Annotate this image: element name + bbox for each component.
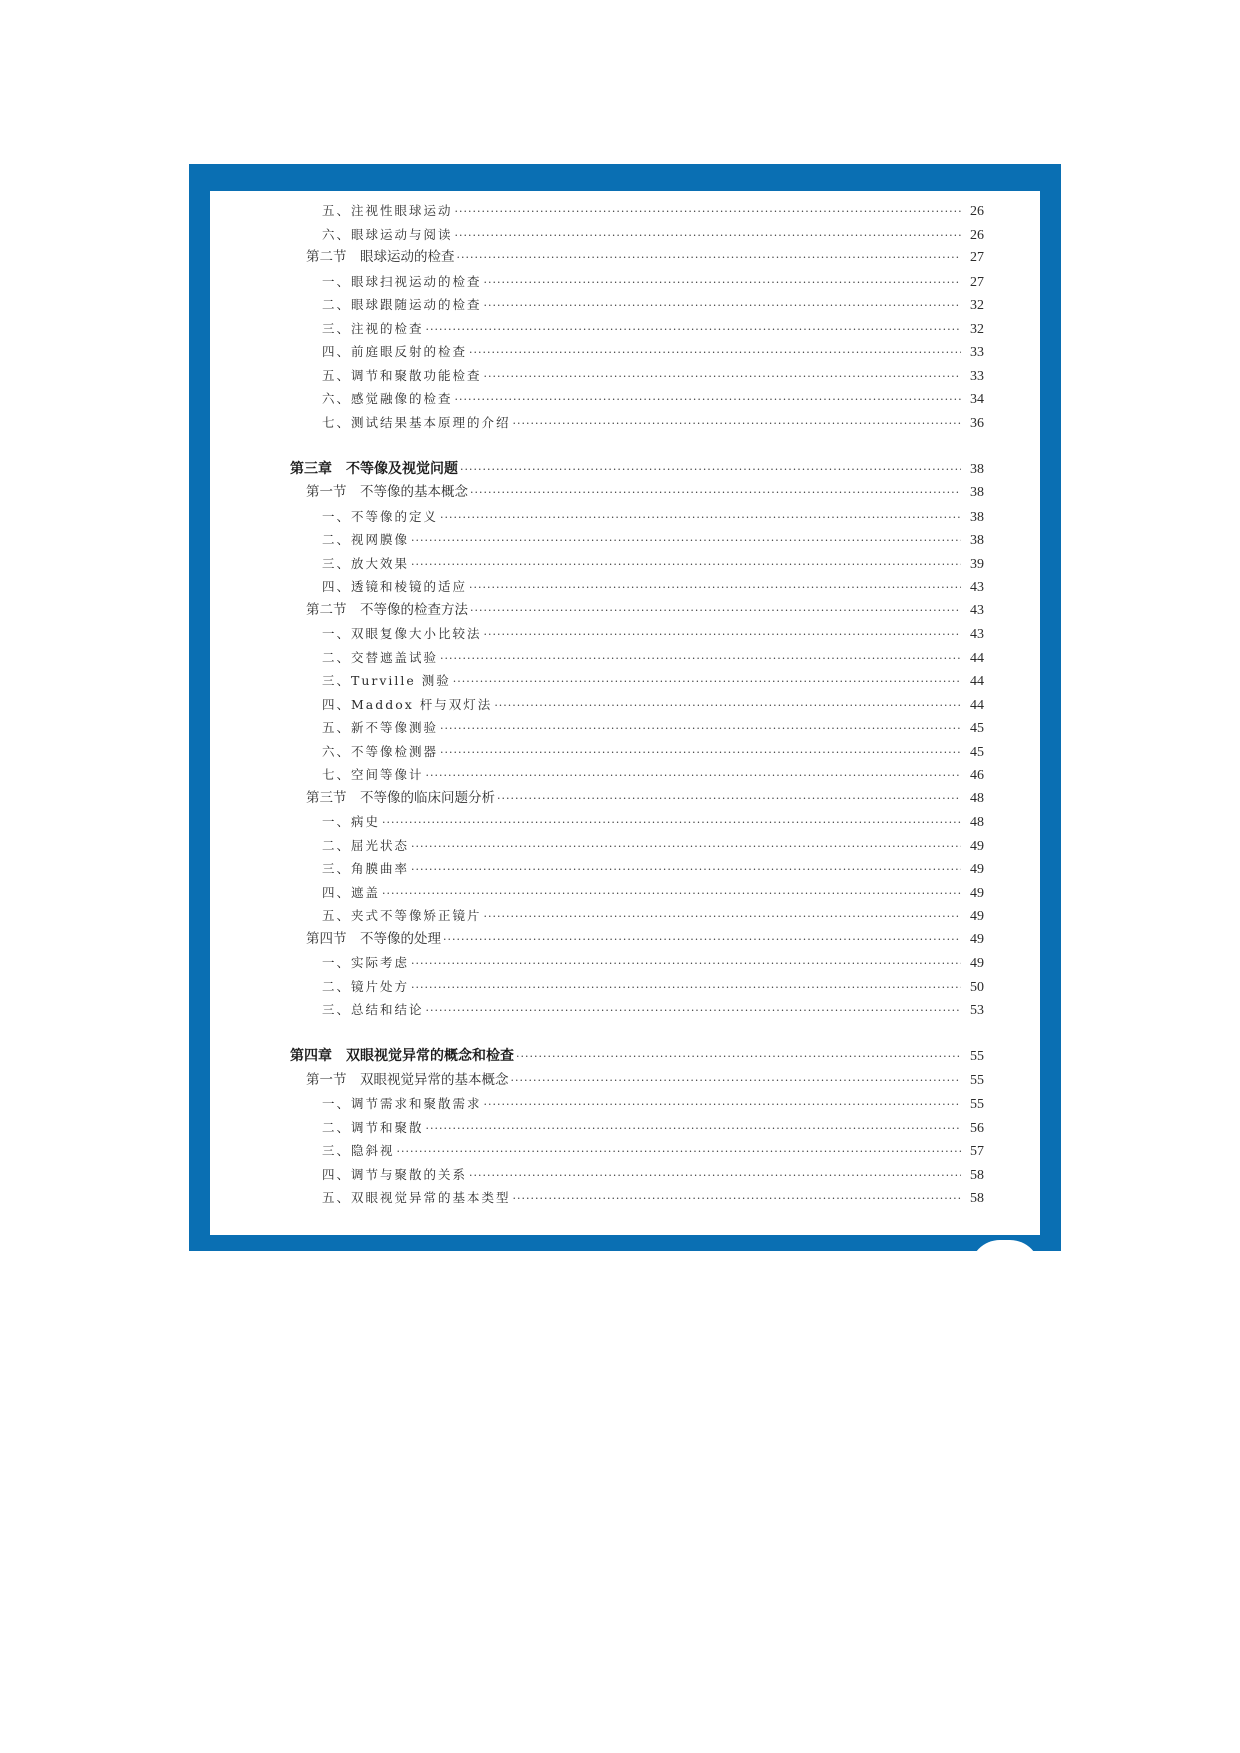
toc-entry-item — [210, 223, 1040, 247]
toc-entry-item — [210, 669, 1040, 693]
toc-entry-title: 三、Turville 测验 — [322, 673, 451, 688]
toc-entry-title: 一、双眼复像大小比较法 — [322, 626, 482, 641]
toc-leader-dots — [494, 694, 961, 718]
toc-entry-page: 48 — [970, 815, 984, 830]
toc-entry-title: 七、测试结果基本原理的介绍 — [322, 414, 511, 430]
toc-entry-title: 第一节 不等像的基本概念 — [306, 484, 468, 500]
toc-entry-page: 26 — [970, 204, 984, 219]
toc-leader-dots — [440, 741, 961, 765]
toc-leader-dots — [426, 318, 961, 342]
toc-leader-dots — [411, 835, 961, 859]
toc-entry-title: 第二节 眼球运动的检查 — [306, 249, 455, 265]
toc-entry-title: 三、注视的检查 — [322, 320, 424, 336]
toc-entry-item — [210, 340, 1040, 364]
toc-entry-title: 四、透镜和棱镜的适应 — [322, 579, 468, 594]
toc-entry-page: 45 — [970, 721, 984, 736]
toc-entry-page: 34 — [970, 392, 984, 407]
toc-entry-title: 二、调节和聚散 — [322, 1119, 424, 1135]
toc-entry-title: 四、调节与聚散的关系 — [322, 1166, 468, 1182]
toc-entry-item — [210, 1116, 1040, 1140]
toc-entry-item — [210, 975, 1040, 999]
toc-entry-section — [210, 787, 1040, 811]
toc-entry-title: 第一节 双眼视觉异常的基本概念 — [306, 1071, 509, 1088]
toc-leader-dots — [426, 764, 961, 788]
toc-entry-title: 六、感觉融像的检查 — [322, 391, 453, 406]
toc-entry-item — [210, 317, 1040, 341]
toc-leader-dots — [411, 553, 961, 577]
toc-entry-page: 38 — [970, 533, 984, 548]
toc-leader-dots — [426, 999, 961, 1023]
toc-leader-dots — [455, 224, 961, 248]
toc-entry-item — [210, 998, 1040, 1022]
toc-entry-page: 48 — [970, 790, 984, 806]
toc-entry-item — [210, 951, 1040, 975]
toc-entry-page: 49 — [970, 956, 984, 971]
toc-entry-page: 32 — [970, 321, 984, 337]
toc-entry-item — [210, 881, 1040, 905]
toc-page — [210, 191, 1040, 1235]
toc-entry-title: 五、夹式不等像矫正镜片 — [322, 908, 482, 923]
toc-entry-item — [210, 505, 1040, 529]
toc-leader-dots — [411, 952, 961, 976]
toc-entry-title: 第四章 双眼视觉异常的概念和检查 — [290, 1048, 514, 1064]
toc-entry-title: 三、总结和结论 — [322, 1002, 424, 1017]
toc-entry-page: 38 — [970, 461, 984, 477]
toc-leader-dots — [470, 599, 961, 623]
toc-entry-section — [210, 928, 1040, 952]
toc-entry-page: 33 — [970, 368, 984, 384]
toc-leader-dots — [411, 858, 961, 882]
toc-leader-dots — [397, 1140, 961, 1164]
toc-entry-title: 四、Maddox 杆与双灯法 — [322, 696, 493, 712]
toc-leader-dots — [513, 1187, 961, 1211]
toc-entry-item — [210, 270, 1040, 294]
toc-leader-dots — [484, 294, 961, 318]
toc-entry-title: 一、实际考虑 — [322, 955, 410, 970]
toc-entry-title: 第三节 不等像的临床问题分析 — [306, 789, 495, 806]
toc-entry-title: 五、新不等像测验 — [322, 720, 439, 735]
toc-entry-page: 32 — [970, 298, 984, 313]
toc-entry-item — [210, 293, 1040, 317]
toc-entry-page: 55 — [970, 1072, 984, 1088]
toc-entry-title: 四、前庭眼反射的检查 — [322, 344, 468, 359]
toc-leader-dots — [382, 811, 961, 835]
toc-entry-page: 43 — [970, 627, 984, 642]
toc-entry-item — [210, 810, 1040, 834]
toc-entry-page: 50 — [970, 979, 984, 995]
toc-entry-page: 49 — [970, 909, 984, 924]
toc-entry-section — [210, 481, 1040, 505]
toc-entry-title: 七、空间等像计 — [322, 767, 424, 782]
toc-entry-item — [210, 716, 1040, 740]
toc-entry-item — [210, 387, 1040, 411]
toc-entry-title: 二、交替遮盖试验 — [322, 649, 439, 665]
toc-entry-page: 27 — [970, 274, 984, 290]
toc-entry-title: 五、注视性眼球运动 — [322, 203, 453, 218]
toc-entry-page: 33 — [970, 345, 984, 360]
toc-entry-page: 38 — [970, 485, 984, 500]
toc-entry-item — [210, 364, 1040, 388]
toc-entry-page: 26 — [970, 227, 984, 243]
toc-entry-chapter — [210, 458, 1040, 482]
toc-entry-page: 38 — [970, 509, 984, 525]
toc-entry-page: 56 — [970, 1120, 984, 1136]
toc-leader-dots — [513, 412, 961, 436]
toc-entry-page: 39 — [970, 556, 984, 572]
toc-entry-item — [210, 1092, 1040, 1116]
toc-entry-title: 五、调节和聚散功能检查 — [322, 367, 482, 383]
toc-entry-page: 49 — [970, 862, 984, 877]
toc-entry-title: 六、不等像检测器 — [322, 743, 439, 759]
toc-entry-page: 43 — [970, 602, 984, 618]
toc-entry-item — [210, 622, 1040, 646]
toc-entry-page: 58 — [970, 1167, 984, 1183]
toc-entry-page: 49 — [970, 885, 984, 901]
toc-leader-dots — [455, 388, 961, 412]
toc-entry-title: 三、放大效果 — [322, 555, 410, 571]
toc-entry-item — [210, 575, 1040, 599]
toc-entry-section — [210, 246, 1040, 270]
toc-entry-title: 二、镜片处方 — [322, 978, 410, 994]
toc-entry-item — [210, 552, 1040, 576]
toc-leader-dots — [484, 905, 961, 929]
toc-entry-page: 43 — [970, 580, 984, 595]
toc-entry-item — [210, 528, 1040, 552]
toc-leader-dots — [511, 1069, 962, 1093]
toc-leader-dots — [440, 717, 961, 741]
toc-entry-item — [210, 1139, 1040, 1163]
toc-entry-title: 第二节 不等像的检查方法 — [306, 601, 468, 618]
toc-entry-item — [210, 411, 1040, 435]
toc-entry-title: 一、调节需求和聚散需求 — [322, 1096, 482, 1111]
toc-entry-title: 三、隐斜视 — [322, 1143, 395, 1158]
toc-entry-page: 45 — [970, 744, 984, 760]
toc-entry-item — [210, 857, 1040, 881]
toc-leader-dots — [426, 1117, 961, 1141]
toc-entry-item — [210, 693, 1040, 717]
toc-leader-dots — [411, 529, 961, 553]
toc-entry-item — [210, 646, 1040, 670]
toc-entry-page: 58 — [970, 1191, 984, 1206]
toc-entry-title: 五、双眼视觉异常的基本类型 — [322, 1190, 511, 1205]
toc-leader-dots — [443, 928, 961, 952]
toc-entry-title: 第三章 不等像及视觉问题 — [290, 460, 458, 477]
toc-entry-title: 一、不等像的定义 — [322, 508, 439, 524]
toc-entry-title: 四、遮盖 — [322, 884, 381, 900]
toc-leader-dots — [460, 458, 961, 482]
toc-leader-dots — [469, 341, 961, 365]
toc-entry-title: 第四节 不等像的处理 — [306, 930, 441, 947]
toc-leader-dots — [484, 365, 961, 389]
toc-entry-page: 44 — [970, 697, 984, 713]
toc-entry-page: 57 — [970, 1144, 984, 1159]
toc-entry-title: 一、病史 — [322, 814, 381, 829]
toc-entry-chapter — [210, 1045, 1040, 1069]
toc-entry-title: 六、眼球运动与阅读 — [322, 226, 453, 242]
toc-entry-page: 27 — [970, 250, 984, 265]
toc-leader-dots — [382, 882, 961, 906]
toc-leader-dots — [484, 271, 961, 295]
toc-leader-dots — [484, 1093, 961, 1117]
toc-leader-dots — [469, 576, 961, 600]
toc-leader-dots — [469, 1164, 961, 1188]
toc-leader-dots — [455, 200, 961, 224]
toc-entry-title: 二、屈光状态 — [322, 837, 410, 853]
table-of-contents — [210, 199, 1040, 1210]
toc-entry-page: 44 — [970, 650, 984, 666]
toc-entry-item — [210, 1186, 1040, 1210]
toc-leader-dots — [497, 787, 961, 811]
toc-entry-item — [210, 834, 1040, 858]
toc-leader-dots — [453, 670, 961, 694]
toc-entry-section — [210, 1069, 1040, 1093]
toc-leader-dots — [470, 481, 961, 505]
toc-entry-page: 36 — [970, 415, 984, 431]
toc-entry-item — [210, 763, 1040, 787]
toc-leader-dots — [516, 1045, 961, 1069]
toc-entry-title: 一、眼球扫视运动的检查 — [322, 273, 482, 289]
toc-leader-dots — [440, 506, 961, 530]
toc-entry-page: 46 — [970, 768, 984, 783]
toc-entry-page: 55 — [970, 1049, 984, 1064]
toc-entry-title: 三、角膜曲率 — [322, 861, 410, 876]
toc-leader-dots — [457, 246, 962, 270]
toc-entry-page: 55 — [970, 1097, 984, 1112]
toc-leader-dots — [411, 976, 961, 1000]
toc-entry-item — [210, 1163, 1040, 1187]
toc-entry-page: 49 — [970, 838, 984, 854]
toc-leader-dots — [484, 623, 961, 647]
toc-entry-page: 49 — [970, 931, 984, 947]
toc-entry-section — [210, 599, 1040, 623]
toc-entry-page: 53 — [970, 1003, 984, 1018]
toc-leader-dots — [440, 647, 961, 671]
toc-entry-item — [210, 904, 1040, 928]
toc-entry-item — [210, 740, 1040, 764]
toc-entry-page: 44 — [970, 674, 984, 689]
toc-entry-item — [210, 199, 1040, 223]
toc-entry-title: 二、视网膜像 — [322, 532, 410, 547]
toc-entry-title: 二、眼球跟随运动的检查 — [322, 297, 482, 312]
